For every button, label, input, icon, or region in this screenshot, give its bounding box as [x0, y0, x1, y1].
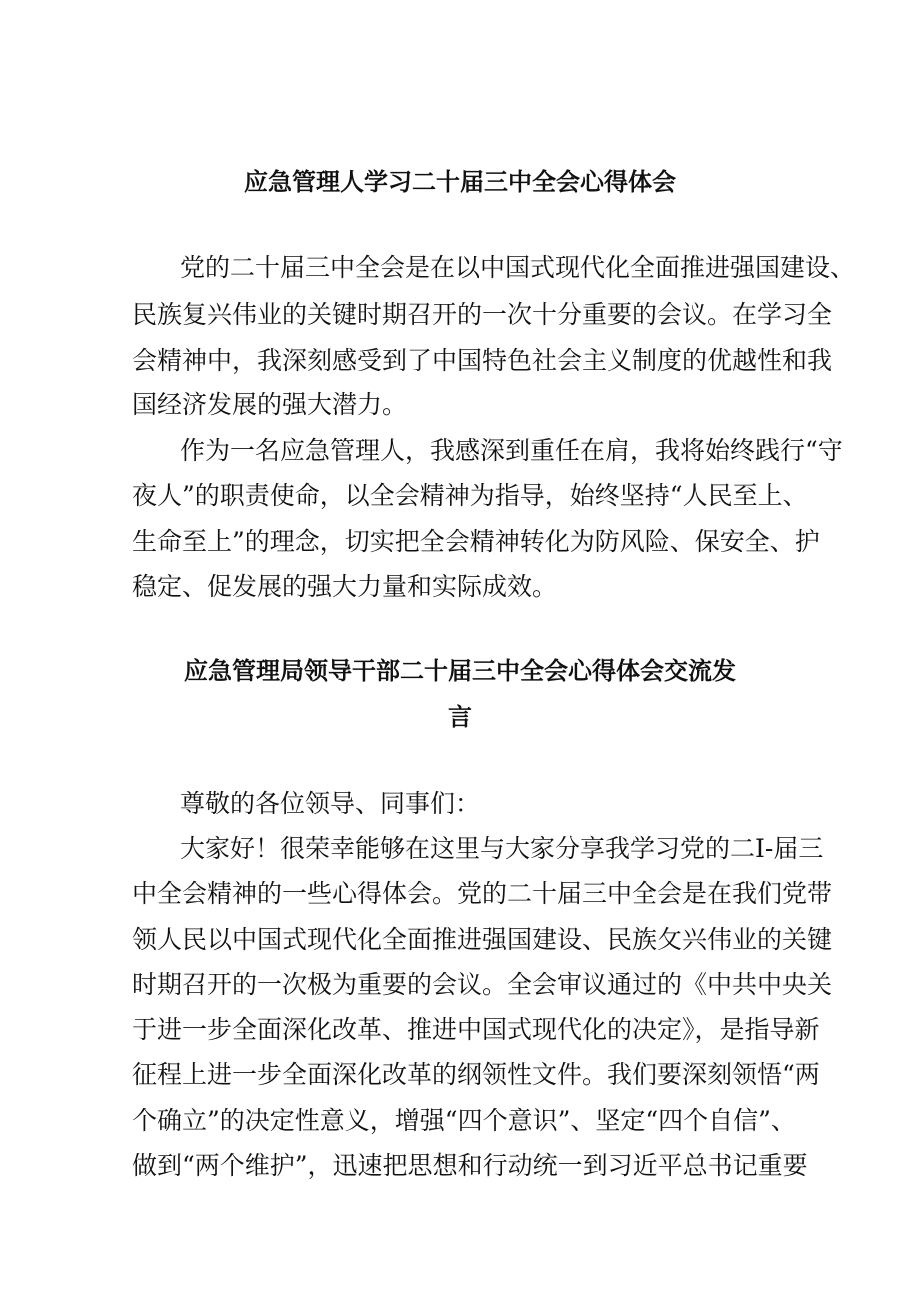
- article2-line-6: 于进一步全面深化改革、推进中国式现代化的决定》，是指导新: [132, 1015, 820, 1044]
- article1-line-7: 生命至上”的理念，切实把全会精神转化为防风险、保安全、护: [132, 527, 820, 556]
- article2-line-9: 做到“两个维护”，迅速把思想和行动统一到习近平总书记重要: [132, 1151, 808, 1180]
- article1-line-3: 会精神中，我深刻感受到了中国特色社会主义制度的优越性和我: [132, 346, 833, 375]
- article1-line-5: 作为一名应急管理人，我感深到重任在肩，我将始终践行“守: [180, 436, 843, 465]
- article2-line-2: 大家好！很荣幸能够在这里与大家分享我学习党的二I-届三: [180, 834, 824, 863]
- article2-line-7: 征程上进一步全面深化改革的纲领性文件。我们要深刻领悟“两: [132, 1060, 820, 1089]
- article1-line-6: 夜人”的职责使命，以全会精神为指导，始终坚持“人民至上、: [132, 481, 808, 510]
- article2-line-8: 个确立”的决定性意义，增强“四个意识”、坚定“四个自信”、: [132, 1106, 796, 1135]
- article2-line-4: 领人民以中国式现代化全面推进强国建设、民族攵兴伟业的关键: [132, 925, 833, 954]
- article2-line-3: 中全会精神的一些心得体会。党的二十届三中全会是在我们党带: [132, 879, 833, 908]
- article1-title: 应急管理人学习二十届三中全会心得体会: [244, 167, 676, 196]
- article1-line-2: 民族复兴伟业的关键时期召开的一次十分重要的会议。在学习全: [132, 300, 833, 329]
- article2-line-1: 尊敬的各位领导、同事们：: [180, 789, 481, 818]
- article2-title-line-2: 言: [448, 702, 472, 731]
- article1-line-1: 党的二十届三中全会是在以中国式现代化全面推进强国建设、: [180, 253, 856, 282]
- article2-title-line-1: 应急管理局领导干部二十届三中全会心得体会交流发: [184, 656, 736, 685]
- article2-line-5: 时期召开的一次极为重要的会议。全会审议通过的《中共中央关: [132, 970, 833, 999]
- article1-line-8: 稳定、促发展的强大力量和实际成效。: [132, 572, 558, 601]
- article1-line-4: 国经济发展的强大潜力。: [132, 390, 408, 419]
